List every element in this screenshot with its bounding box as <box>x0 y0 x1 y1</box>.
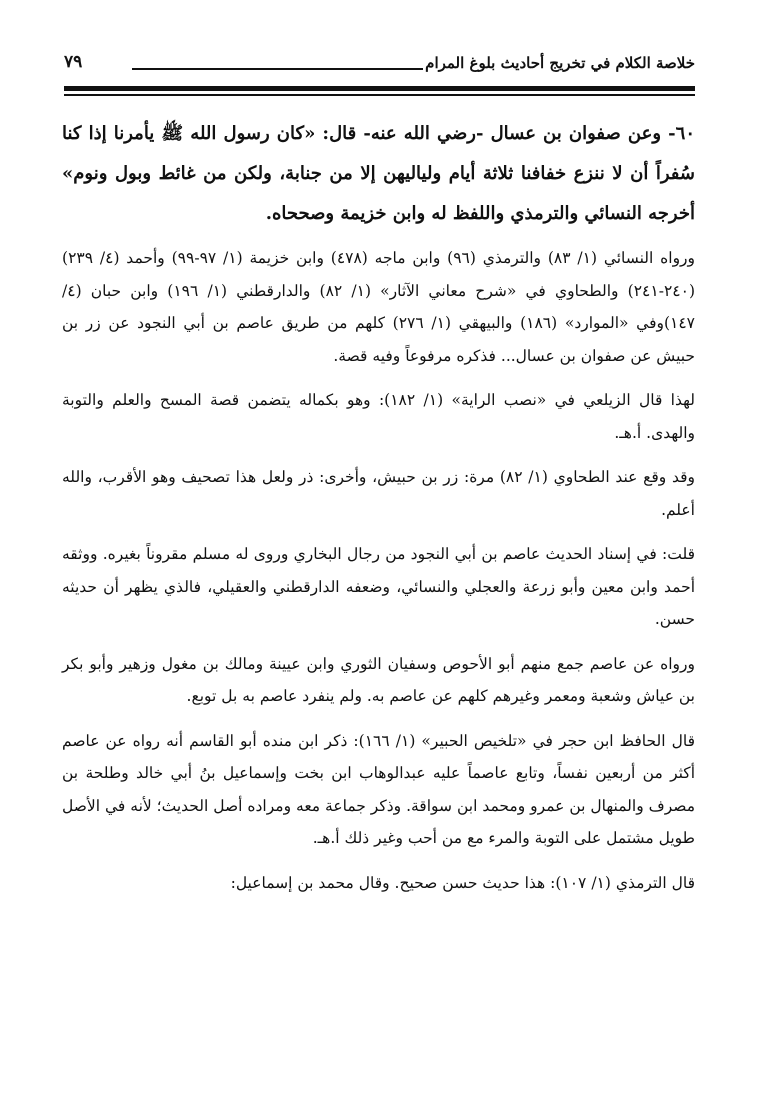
book-title: خلاصة الكلام في تخريج أحاديث بلوغ المرام <box>425 54 695 72</box>
paragraph-isnad: قلت: في إسناد الحديث عاصم بن أبي النجود من رجال البخاري وروى له مسلم مقروناً بغيره. ووثقه أحمد وابن معين وأبو زرعة والعجلي والنسائي، وضعفه الدارقطني والعقيلي، فالذي يظهر أن حديثه حسن. <box>62 545 695 628</box>
page-number: ٧٩ <box>64 52 83 72</box>
paragraph-narrators: ورواه عن عاصم جمع منهم أبو الأحوص وسفيان الثوري وابن عيينة ومالك بن مغول وزهير وأبو بكر بن عياش وشعبة ومعمر وغيرهم كلهم عن عاصم به. ولم ينفرد عاصم به بل توبع. <box>62 654 695 705</box>
paragraph-tahawi: وقد وقع عند الطحاوي (١/ ٨٢) مرة: زر بن حبيش، وأخرى: ذر ولعل هذا تصحيف وهو الأقرب، والله أعلم. <box>62 468 695 519</box>
header-divider-thick <box>64 86 695 91</box>
page-body <box>62 114 695 909</box>
header-divider-thin <box>64 94 695 96</box>
hadith-text: ٦٠- وعن صفوان بن عسال -رضي الله عنه- قال: «كان رسول الله ﷺ يأمرنا إذا كنا سُفراً أن لا ننزع خفافنا ثلاثة أيام ولياليهن إلا من جنابة، ولكن من غائط وبول ونوم» أخرجه النسائي والترمذي واللفظ له وابن خزيمة وصححاه. <box>62 123 695 224</box>
running-header <box>64 46 695 82</box>
header-rule <box>132 68 423 70</box>
paragraph-takhrij: ورواه النسائي (١/ ٨٣) والترمذي (٩٦) وابن ماجه (٤٧٨) وابن خزيمة (١/ ٩٧-٩٩) وأحمد (٤/ ٢٣٩) (٢٤٠-٢٤١) والطحاوي في «شرح معاني الآثار» (١/ ٨٢) والدارقطني (١/ ١٩٦) وابن حبان (٤/ ١٤٧)وفي «الموارد» (١٨٦) والبيهقي (١/ ٢٧٦) كلهم من طريق عاصم بن أبي النجود عن زر بن حبيش عن صفوان بن عسال... فذكره مرفوعاً وفيه قصة. <box>62 249 696 365</box>
paragraph-ibn-hajar: قال الحافظ ابن حجر في «تلخيص الحبير» (١/ ١٦٦): ذكر ابن منده أبو القاسم أنه رواه عن عاصم أكثر من أربعين نفساً، وتابع عاصماً عليه عبدالوهاب ابن بخت وإسماعيل بنُ أبي خالد وطلحة بن مصرف والمنهال بن عمرو ومحمد ابن سواقة. وذكر جماعة معه ومراده أصل الحديث؛ لأنه في الأصل طويل مشتمل على التوبة والمرء مع من أحب وغير ذلك أ.هـ. <box>62 731 695 847</box>
paragraph-zaylai: لهذا قال الزيلعي في «نصب الراية» (١/ ١٨٢): وهو بكماله يتضمن قصة المسح والعلم والتوبة والهدى. أ.هـ. <box>62 391 695 442</box>
paragraph-tirmidhi: قال الترمذي (١/ ١٠٧): هذا حديث حسن صحيح. وقال محمد بن إسماعيل: <box>230 873 695 892</box>
